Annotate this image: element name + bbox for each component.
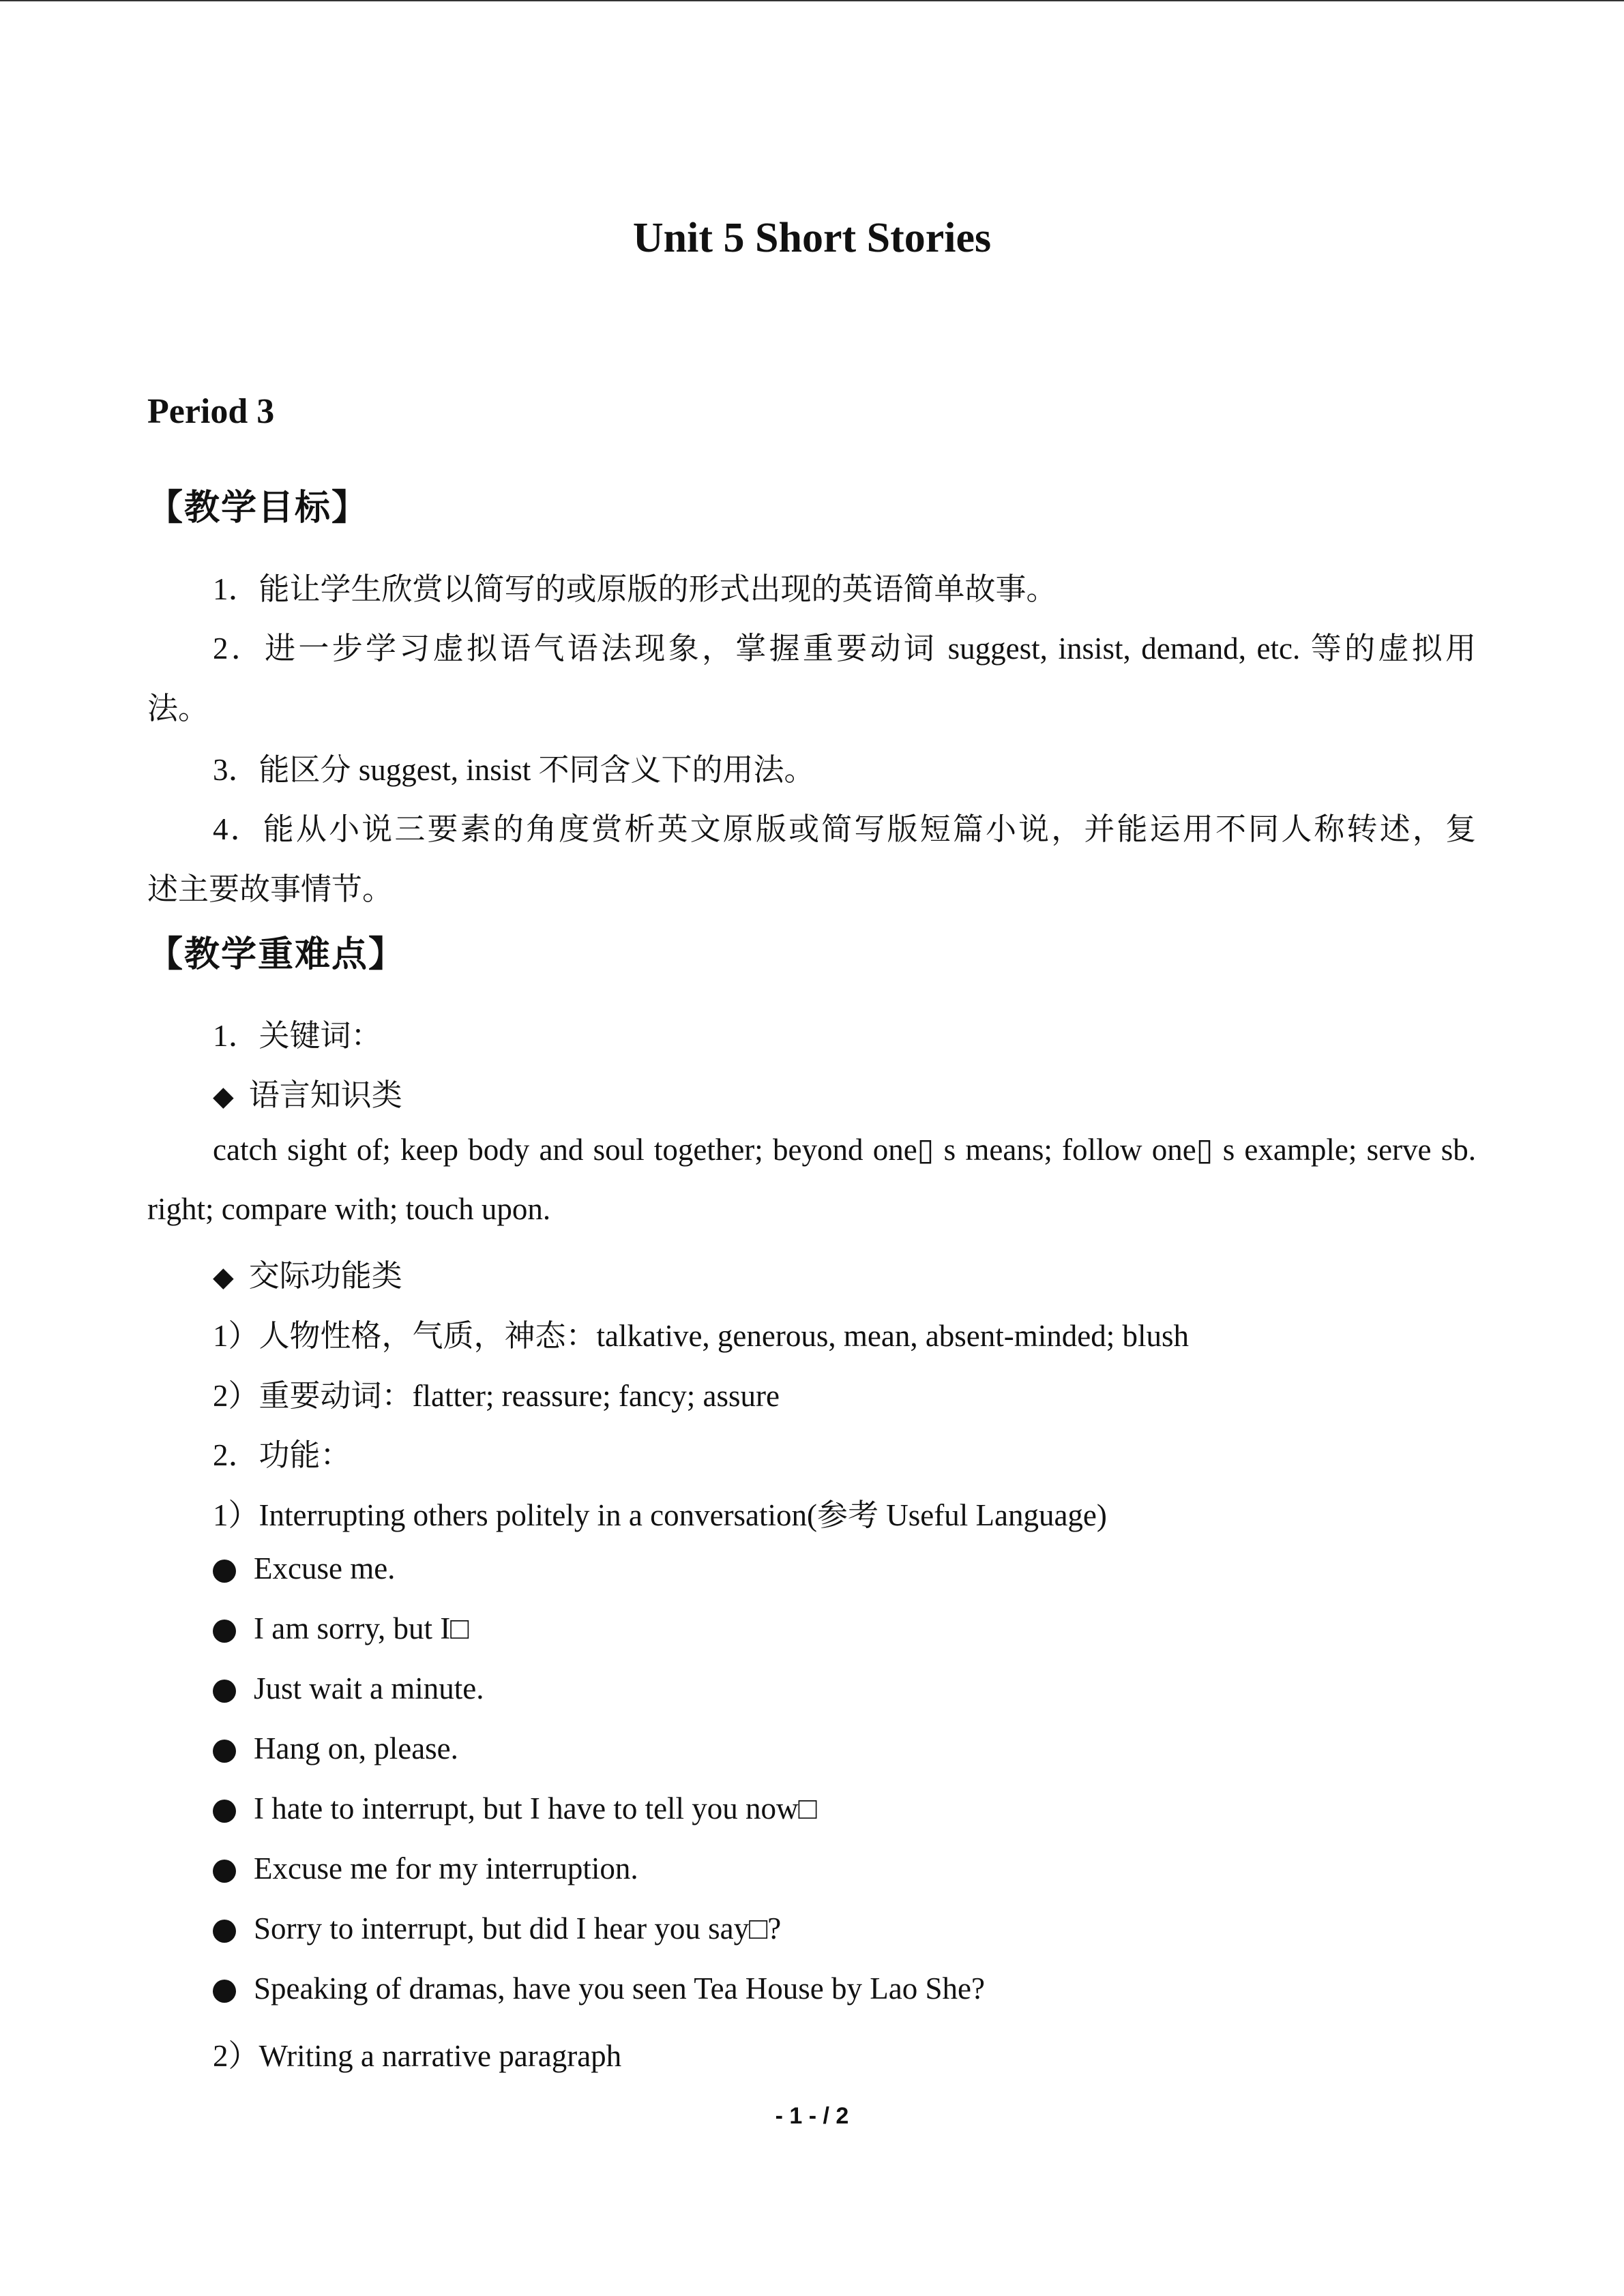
objective-item: 4．能从小说三要素的角度赏析英文原版或简写版短篇小说，并能运用不同人称转述，复	[213, 812, 1476, 846]
objective-item: 1．能让学生欣赏以简写的或原版的形式出现的英语简单故事。	[213, 572, 1057, 606]
objective-item: 3．能区分 suggest, insist 不同含义下的用法。	[213, 753, 815, 787]
language-knowledge-label: ◆ 语言知识类	[213, 1078, 402, 1112]
list-item: Speaking of dramas, have you seen Tea House by Lao She?	[254, 1971, 985, 2006]
bullet-icon	[213, 1800, 236, 1823]
bullet-icon	[213, 1860, 236, 1883]
communicative-label: ◆ 交际功能类	[213, 1259, 402, 1293]
diamond-bullet-icon: ◆	[213, 1081, 234, 1112]
keywords-label: 1．关键词：	[213, 1019, 382, 1053]
language-knowledge-text-continuation: right; compare with; touch upon.	[147, 1192, 551, 1226]
bullet-icon	[213, 1740, 236, 1763]
list-item: Excuse me.	[254, 1551, 396, 1585]
page-title: Unit 5 Short Stories	[632, 215, 992, 261]
bullet-icon	[213, 1680, 236, 1703]
list-item: I hate to interrupt, but I have to tell you now□	[254, 1791, 817, 1825]
list-item: Excuse me for my interruption.	[254, 1851, 638, 1885]
list-item: I am sorry, but I□	[254, 1611, 469, 1645]
list-item: Hang on, please.	[254, 1731, 458, 1765]
bullet-icon	[213, 1560, 236, 1583]
list-item: Sorry to interrupt, but did I hear you say□?	[254, 1911, 782, 1945]
objective-item: 2．进一步学习虚拟语气语法现象，掌握重要动词 suggest, insist, demand, etc. 等的虚拟用	[213, 631, 1476, 666]
bullet-icon	[213, 1980, 236, 2003]
list-item: Just wait a minute.	[254, 1671, 484, 1705]
bullet-icon	[213, 1920, 236, 1943]
diamond-bullet-icon: ◆	[213, 1262, 234, 1292]
period-heading: Period 3	[147, 392, 275, 431]
objective-item-continuation: 述主要故事情节。	[147, 872, 394, 906]
objective-item-continuation: 法。	[147, 691, 209, 726]
bullet-icon	[213, 1620, 236, 1643]
key-points-heading: 【教学重难点】	[147, 936, 406, 974]
function-item: 2）Writing a narrative paragraph	[213, 2039, 622, 2073]
communicative-item: 1）人物性格，气质，神态：talkative, generous, mean, absent-minded; blush	[213, 1319, 1190, 1353]
language-knowledge-text: catch sight of; keep body and soul together; beyond one▯ s means; follow one▯ s example; serve sb.	[213, 1133, 1476, 1167]
page-number: - 1 - / 2	[775, 2103, 849, 2129]
function-label: 2．功能：	[213, 1438, 351, 1472]
objectives-heading: 【教学目标】	[147, 489, 369, 528]
communicative-item: 2）重要动词：flatter; reassure; fancy; assure	[213, 1379, 780, 1413]
function-item: 1）Interrupting others politely in a conversation(参考 Useful Language)	[213, 1498, 1107, 1532]
